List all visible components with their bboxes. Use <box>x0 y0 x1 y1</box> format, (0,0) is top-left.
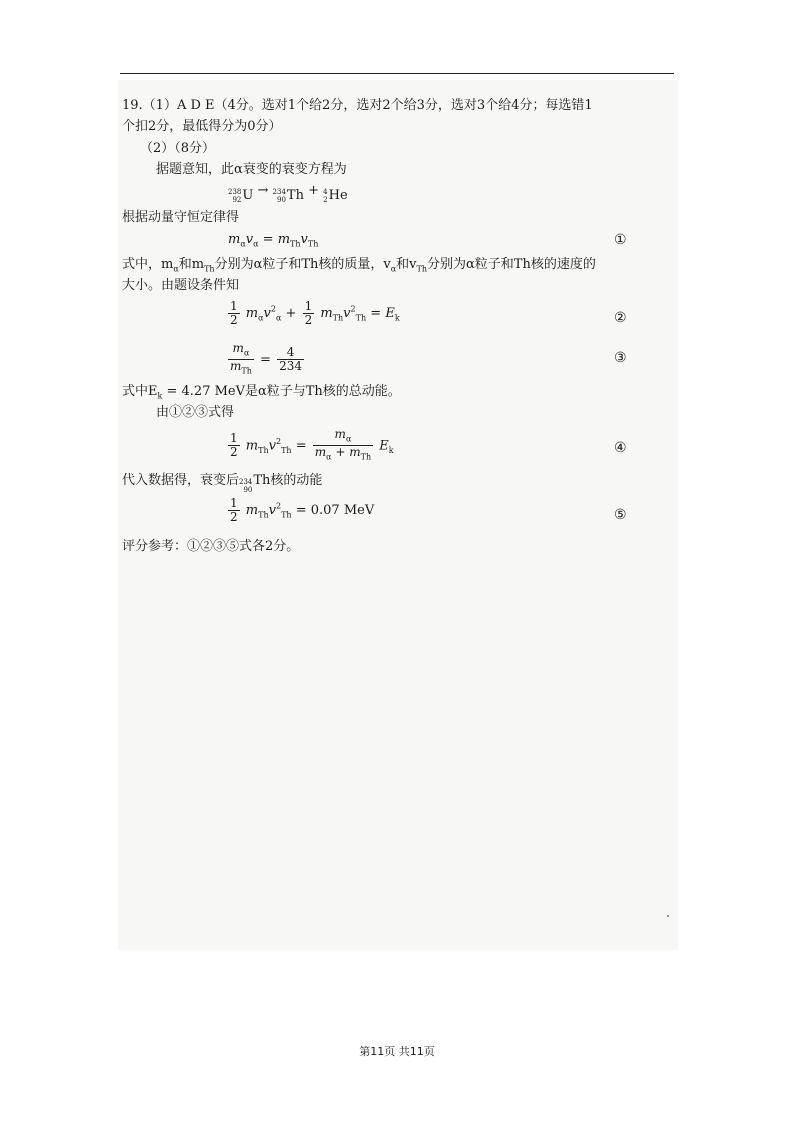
equation-4-label: ④ <box>614 440 627 456</box>
scan-speck <box>667 915 669 917</box>
substitution-text: 代入数据得，衰变后 234 90 Th核的动能 <box>122 473 323 494</box>
decay-equation: 238 92 U → 234 90 Th + 4 2 He <box>228 183 348 204</box>
momentum-text: 根据动量守恒定律得 <box>122 210 240 225</box>
part-2-label: （2）（8分） <box>140 141 216 156</box>
equation-1-label: ① <box>614 232 627 248</box>
header-rule <box>120 73 674 74</box>
equation-3-label: ③ <box>614 350 627 366</box>
answer-line-1: 19.（1）A D E（4分。选对1个给2分，选对2个给3分，选对3个给4分；每选错1 <box>122 98 593 113</box>
scoring-reference: 评分参考：①②③⑤式各2分。 <box>122 539 300 554</box>
explanation-line-1: 式中，$m_\alpha$和$m_{Th}$分别为α粒子和Th核的质量，$v_\alpha$和$v_{Th}$分别为α粒子和Th核的速度的 <box>122 257 596 274</box>
equation-2-label: ② <box>614 310 627 326</box>
equation-4: $\frac{1}{2}$ $m_{Th}v^2_{Th}$ = $\frac{m_\alpha}{m_\alpha + m_{Th}}$ $E_k$ <box>230 427 394 462</box>
kinetic-energy-text: 式中$E_k = 4.27$ MeV是α粒子与Th核的总动能。 <box>122 384 401 401</box>
derivation-text: 由①②③式得 <box>156 405 235 420</box>
page-footer: 第11页 共11页 <box>359 1045 435 1058</box>
equation-1: $m_\alpha v_\alpha = m_{Th}v_{Th}$ <box>228 232 319 249</box>
equation-3: $\frac{m_\alpha}{m_{Th}}$ = $\frac{4}{234}$ <box>230 341 302 376</box>
answer-line-2: 个扣2分，最低得分为0分） <box>122 119 282 134</box>
equation-5-label: ⑤ <box>614 507 627 523</box>
equation-2: $\frac{1}{2}$ $m_\alpha v^2_\alpha$ + $\frac{1}{2}$ $m_{Th}v^2_{Th} = E_k$ <box>230 299 400 327</box>
explanation-line-2: 大小。由题设条件知 <box>122 278 240 293</box>
equation-5: $\frac{1}{2}$ $m_{Th}v^2_{Th} = 0.07$ MeV <box>230 496 375 524</box>
intro-text: 据题意知，此α衰变的衰变方程为 <box>156 162 347 177</box>
